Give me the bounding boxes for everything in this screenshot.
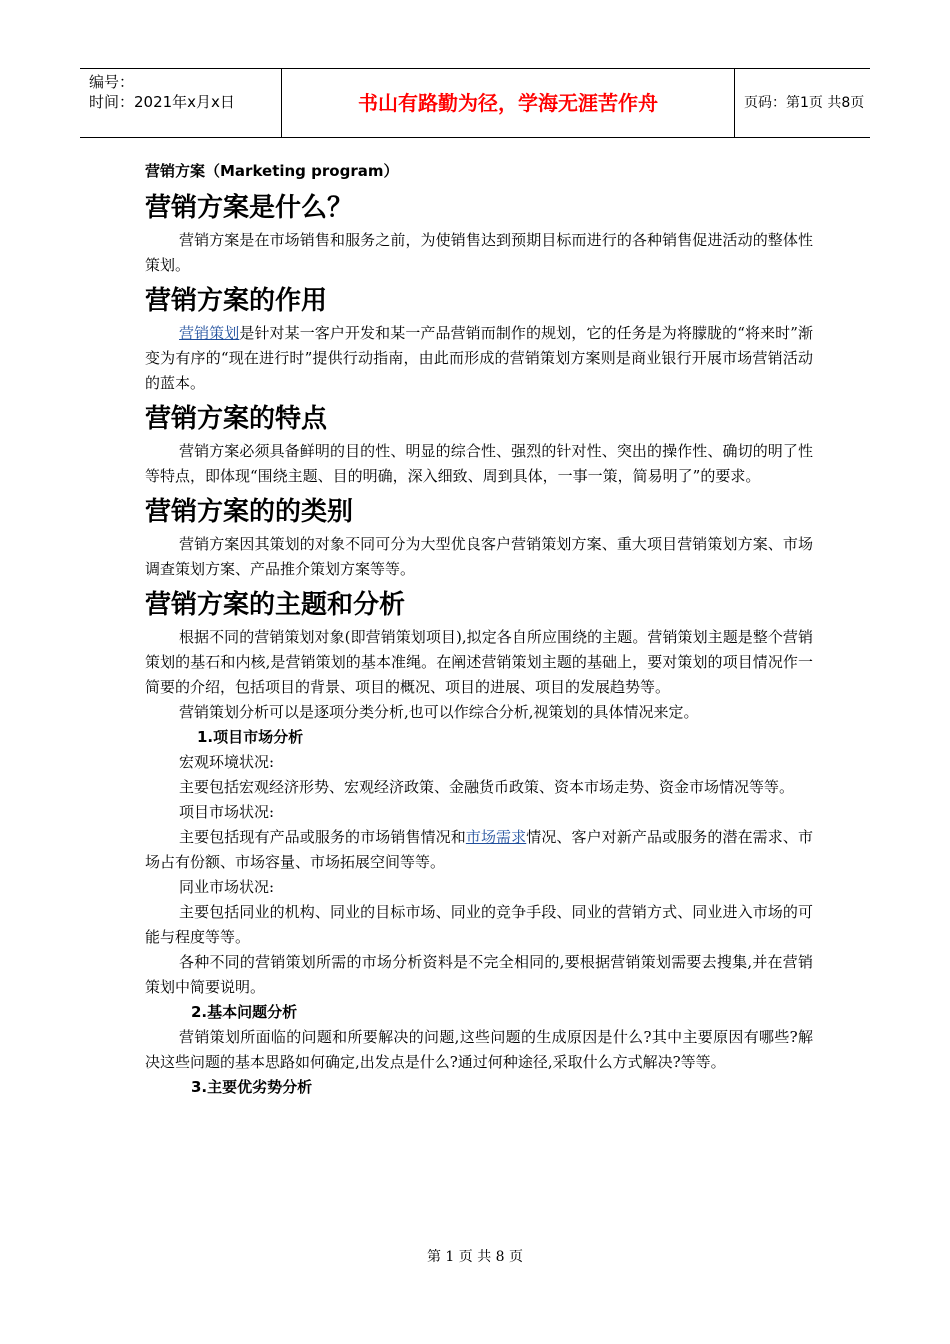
header-left-cell xyxy=(80,69,282,137)
para-what: 营销方案是在市场销售和服务之前，为使销售达到预期目标而进行的各种销售促进活动的整体性策划。 xyxy=(145,231,813,274)
para-project-b: 情况、客户对新产品或服务的潜在需求、市场占有份额、市场容量、市场拓展空间等等。 xyxy=(145,828,813,871)
para-feature: 营销方案必须具备鲜明的目的性、明显的综合性、强烈的针对性、突出的操作性、确切的明了性等特点，即体现“围绕主题、目的明确，深入细致、周到具体，一事一策，简易明了”的要求。 xyxy=(145,442,813,485)
section-swot-analysis: 3.主要优劣势分析 xyxy=(191,1078,313,1096)
para-role xyxy=(145,321,813,396)
para-project-a: 主要包括现有产品或服务的市场销售情况和 xyxy=(179,828,466,846)
para-project-market xyxy=(145,825,813,875)
para-difference: 各种不同的营销策划所需的市场分析资料是不完全相同的,要根据营销策划需要去搜集,并在营销策划中简要说明。 xyxy=(145,953,813,996)
link-marketing-plan[interactable]: 营销策划 xyxy=(179,324,240,342)
label-peer-market: 同业市场状况: xyxy=(179,878,275,896)
heading-feature: 营销方案的特点 xyxy=(145,404,328,434)
heading-what: 营销方案是什么？ xyxy=(145,193,354,223)
heading-theme: 营销方案的主题和分析 xyxy=(145,590,406,620)
header-motto: 书山有路勤为径，学海无涯苦作舟 xyxy=(282,69,735,137)
para-macro: 主要包括宏观经济形势、宏观经济政策、金融货币政策、资本市场走势、资金市场情况等等。 xyxy=(179,778,795,796)
code-label: 编号： xyxy=(89,73,135,91)
para-theme-2: 营销策划分析可以是逐项分类分析,也可以作综合分析,视策划的具体情况来定。 xyxy=(179,703,699,721)
page-footer: 第 1 页 共 8 页 xyxy=(426,1249,524,1265)
label-project-market: 项目市场状况: xyxy=(179,803,275,821)
label-macro: 宏观环境状况: xyxy=(179,753,275,771)
header-table xyxy=(80,68,870,138)
heading-type: 营销方案的的类别 xyxy=(145,497,354,527)
para-problem: 营销策划所面临的问题和所要解决的问题,这些问题的生成原因是什么?其中主要原因有哪些?解决这些问题的基本思路如何确定,出发点是什么?通过何种途径,采取什么方式解决?等等。 xyxy=(145,1028,813,1071)
link-market-demand[interactable]: 市场需求 xyxy=(465,828,527,846)
document-body xyxy=(145,156,813,1100)
section-problem-analysis: 2.基本问题分析 xyxy=(191,1003,298,1021)
doc-subtitle: 营销方案（Marketing program） xyxy=(145,162,399,180)
para-role-text: 是针对某一客户开发和某一产品营销而制作的规划，它的任务是为将朦胧的“将来时”渐变为有序的“现在进行时”提供行动指南，由此而形成的营销策划方案则是商业银行开展市场营销活动的蓝本。 xyxy=(145,324,813,392)
heading-role: 营销方案的作用 xyxy=(145,286,328,316)
header-page-info: 页码：第1页 共8页 xyxy=(744,95,865,111)
para-peer-market: 主要包括同业的机构、同业的目标市场、同业的竞争手段、同业的营销方式、同业进入市场的可能与程度等等。 xyxy=(145,903,813,946)
para-type: 营销方案因其策划的对象不同可分为大型优良客户营销策划方案、重大项目营销策划方案、市场调查策划方案、产品推介策划方案等等。 xyxy=(145,535,813,578)
time-label: 时间：2021年x月x日 xyxy=(89,93,235,111)
section-market-analysis: 1.项目市场分析 xyxy=(197,728,304,746)
para-theme-1: 根据不同的营销策划对象(即营销策划项目),拟定各自所应围绕的主题。营销策划主题是整个营销策划的基石和内核,是营销策划的基本准绳。在阐述营销策划主题的基础上，要对策划的项目情况作一简要的介绍，包括项目的背景、项目的概况、项目的进展、项目的发展趋势等。 xyxy=(145,628,813,696)
